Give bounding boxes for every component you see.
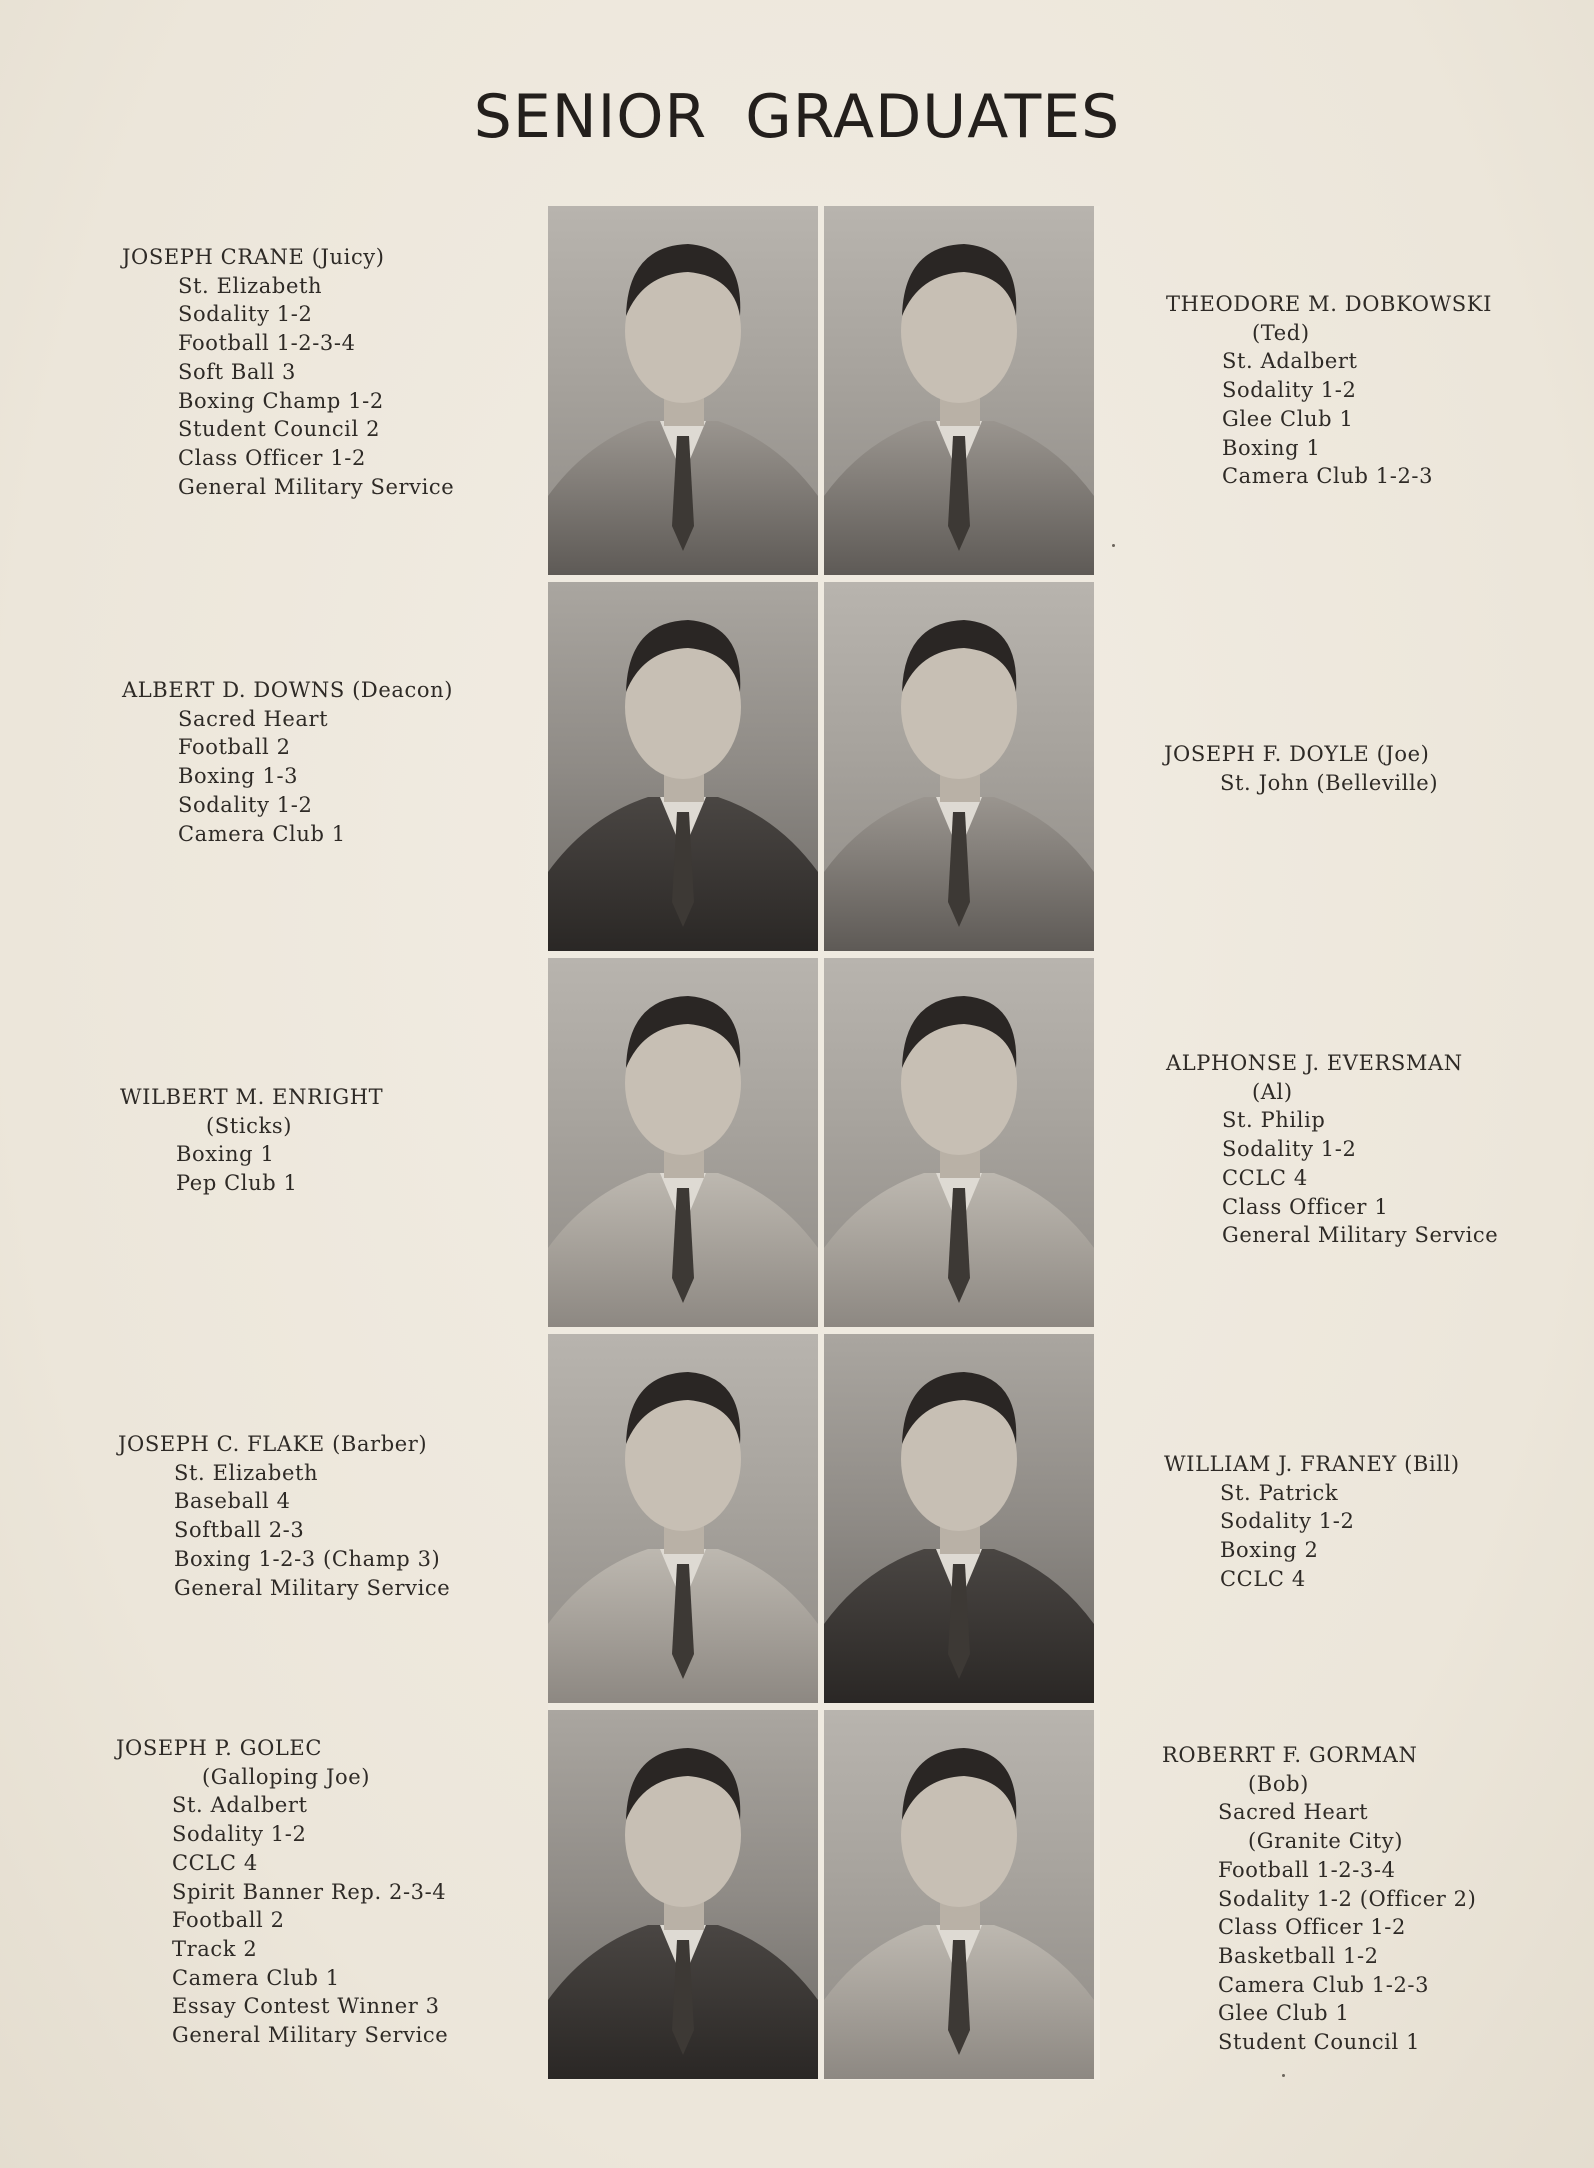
bio-dobkowski	[1166, 290, 1492, 491]
bio-line: St. Elizabeth	[174, 1460, 319, 1485]
portrait-photo	[824, 1334, 1094, 1703]
bio-line: Class Officer 1-2	[1218, 1915, 1406, 1940]
bio-line: Sodality 1-2	[178, 792, 313, 817]
bio-line: Student Council 1	[1218, 2030, 1421, 2055]
bio-line: Football 2	[178, 735, 291, 760]
bio-doyle	[1164, 740, 1438, 797]
bio-line: Student Council 2	[178, 417, 381, 442]
student-name: JOSEPH C. FLAKE (Barber)	[118, 1432, 428, 1456]
student-name: JOSEPH CRANE (Juicy)	[122, 245, 385, 269]
bio-line: CCLC 4	[1222, 1165, 1308, 1190]
bio-line: Pep Club 1	[176, 1171, 298, 1196]
bio-line: CCLC 4	[172, 1850, 258, 1875]
bio-line: General Military Service	[178, 474, 455, 499]
ink-speck	[1112, 544, 1115, 547]
bio-line: Boxing 1-2-3 (Champ 3)	[174, 1546, 441, 1571]
student-name: JOSEPH F. DOYLE (Joe)	[1164, 742, 1430, 766]
bio-line: Soft Ball 3	[178, 359, 296, 384]
bio-golec	[116, 1734, 448, 2050]
bio-eversman	[1166, 1049, 1498, 1250]
bio-line: Camera Club 1-2-3	[1218, 1972, 1430, 1997]
bio-line: CCLC 4	[1220, 1566, 1306, 1591]
bio-line: St. Patrick	[1220, 1480, 1339, 1505]
student-nickname: (Bob)	[1248, 1771, 1309, 1796]
bio-line: Baseball 4	[174, 1489, 291, 1514]
bio-line: St. Adalbert	[1222, 349, 1358, 374]
student-name: WILLIAM J. FRANEY (Bill)	[1164, 1452, 1460, 1476]
bio-line: Essay Contest Winner 3	[172, 1994, 440, 2019]
bio-line: Boxing 1	[1222, 435, 1321, 460]
bio-crane	[122, 243, 454, 501]
portrait-photo	[824, 958, 1094, 1327]
bio-line: (Granite City)	[1248, 1829, 1403, 1854]
portrait-photo	[824, 1710, 1094, 2079]
bio-line: St. Adalbert	[172, 1793, 308, 1818]
bio-franey	[1164, 1450, 1460, 1594]
bio-enright	[120, 1083, 383, 1198]
bio-line: Sodality 1-2	[178, 302, 313, 327]
bio-line: Sodality 1-2	[1220, 1509, 1355, 1534]
portrait-photo	[824, 582, 1094, 951]
student-nickname: (Galloping Joe)	[202, 1764, 371, 1789]
bio-line: Sacred Heart	[1218, 1800, 1369, 1825]
bio-line: Football 1-2-3-4	[1218, 1857, 1396, 1882]
page-title: SENIOR GRADUATES	[473, 82, 1121, 152]
bio-line: Glee Club 1	[1218, 2001, 1350, 2026]
portrait-photo	[548, 582, 818, 951]
bio-line: Sacred Heart	[178, 706, 329, 731]
bio-line: Boxing 1-3	[178, 764, 299, 789]
bio-line: General Military Service	[1222, 1223, 1499, 1248]
bio-line: Softball 2-3	[174, 1518, 305, 1543]
bio-line: Football 1-2-3-4	[178, 331, 356, 356]
bio-line: Glee Club 1	[1222, 406, 1354, 431]
portrait-photo	[548, 1334, 818, 1703]
bio-line: Boxing 1	[176, 1142, 275, 1167]
portrait-photo	[548, 1710, 818, 2079]
bio-line: St. Elizabeth	[178, 273, 323, 298]
student-name: THEODORE M. DOBKOWSKI	[1166, 292, 1492, 316]
bio-line: St. Philip	[1222, 1108, 1326, 1133]
portrait-photo	[824, 206, 1094, 575]
bio-flake	[118, 1430, 450, 1602]
bio-line: General Military Service	[174, 1575, 451, 1600]
student-nickname: (Al)	[1252, 1079, 1293, 1104]
bio-line: Sodality 1-2	[1222, 1137, 1357, 1162]
bio-line: Basketball 1-2	[1218, 1943, 1379, 1968]
student-nickname: (Sticks)	[206, 1113, 292, 1138]
bio-line: Sodality 1-2	[172, 1822, 307, 1847]
bio-line: Class Officer 1	[1222, 1194, 1389, 1219]
bio-downs	[122, 676, 453, 848]
portrait-photo	[548, 206, 818, 575]
ink-speck	[1282, 2074, 1285, 2077]
student-nickname: (Ted)	[1252, 320, 1310, 345]
student-name: ALPHONSE J. EVERSMAN	[1166, 1051, 1463, 1075]
bio-line: Camera Club 1	[172, 1965, 340, 1990]
bio-line: Camera Club 1	[178, 821, 346, 846]
bio-line: Camera Club 1-2-3	[1222, 464, 1434, 489]
bio-line: Spirit Banner Rep. 2-3-4	[172, 1879, 447, 1904]
bio-line: Track 2	[172, 1936, 258, 1961]
bio-line: St. John (Belleville)	[1220, 770, 1439, 795]
bio-line: Football 2	[172, 1908, 285, 1933]
bio-line: Sodality 1-2 (Officer 2)	[1218, 1886, 1477, 1911]
bio-line: Boxing Champ 1-2	[178, 388, 384, 413]
bio-gorman	[1162, 1741, 1476, 2057]
bio-line: Sodality 1-2	[1222, 378, 1357, 403]
portrait-photo	[548, 958, 818, 1327]
student-name: WILBERT M. ENRIGHT	[120, 1085, 384, 1109]
bio-line: Boxing 2	[1220, 1538, 1319, 1563]
student-name: ROBERRT F. GORMAN	[1162, 1743, 1418, 1767]
bio-line: Class Officer 1-2	[178, 445, 366, 470]
student-name: JOSEPH P. GOLEC	[116, 1736, 323, 1760]
student-name: ALBERT D. DOWNS (Deacon)	[122, 678, 454, 702]
photo-grid	[548, 206, 1100, 2080]
bio-line: General Military Service	[172, 2023, 449, 2048]
